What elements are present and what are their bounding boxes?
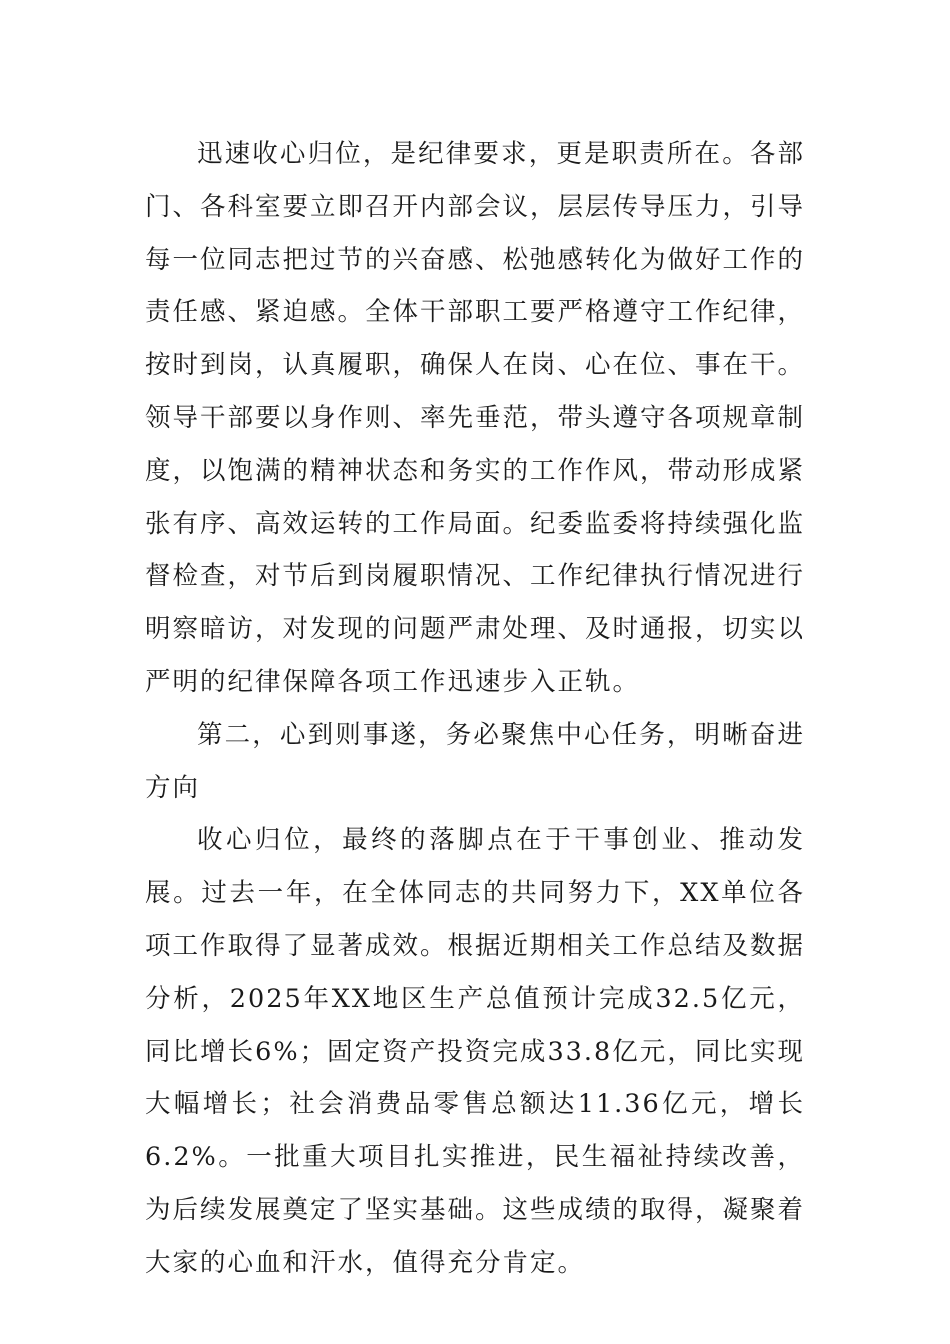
document-body xyxy=(145,128,805,1290)
section-heading-second: 第二，心到则事遂，务必聚焦中心任务，明晰奋进方向 xyxy=(145,719,805,803)
paragraph-achievements: 收心归位，最终的落脚点在于干事创业、推动发展。过去一年，在全体同志的共同努力下，XX单位各项工作取得了显著成效。根据近期相关工作总结及数据分析，2025年XX地区生产总值预计完成32.5亿元，同比增长6%；固定资产投资完成33.8亿元，同比实现大幅增长；社会消费品零售总额达11.36亿元，增长6.2%。一批重大项目扎实推进，民生福祉持续改善，为后续发展奠定了坚实基础。这些成绩的取得，凝聚着大家的心血和汗水，值得充分肯定。 xyxy=(145,825,806,1278)
paragraph-discipline: 迅速收心归位，是纪律要求，更是职责所在。各部门、各科室要立即召开内部会议，层层传导压力，引导每一位同志把过节的兴奋感、松弛感转化为做好工作的责任感、紧迫感。全体干部职工要严格遵守工作纪律，按时到岗，认真履职，确保人在岗、心在位、事在干。领导干部要以身作则、率先垂范，带头遵守各项规章制度，以饱满的精神状态和务实的工作作风，带动形成紧张有序、高效运转的工作局面。纪委监委将持续强化监督检查，对节后到岗履职情况、工作纪律执行情况进行明察暗访，对发现的问题严肃处理、及时通报，切实以严明的纪律保障各项工作迅速步入正轨。 xyxy=(145,139,806,697)
